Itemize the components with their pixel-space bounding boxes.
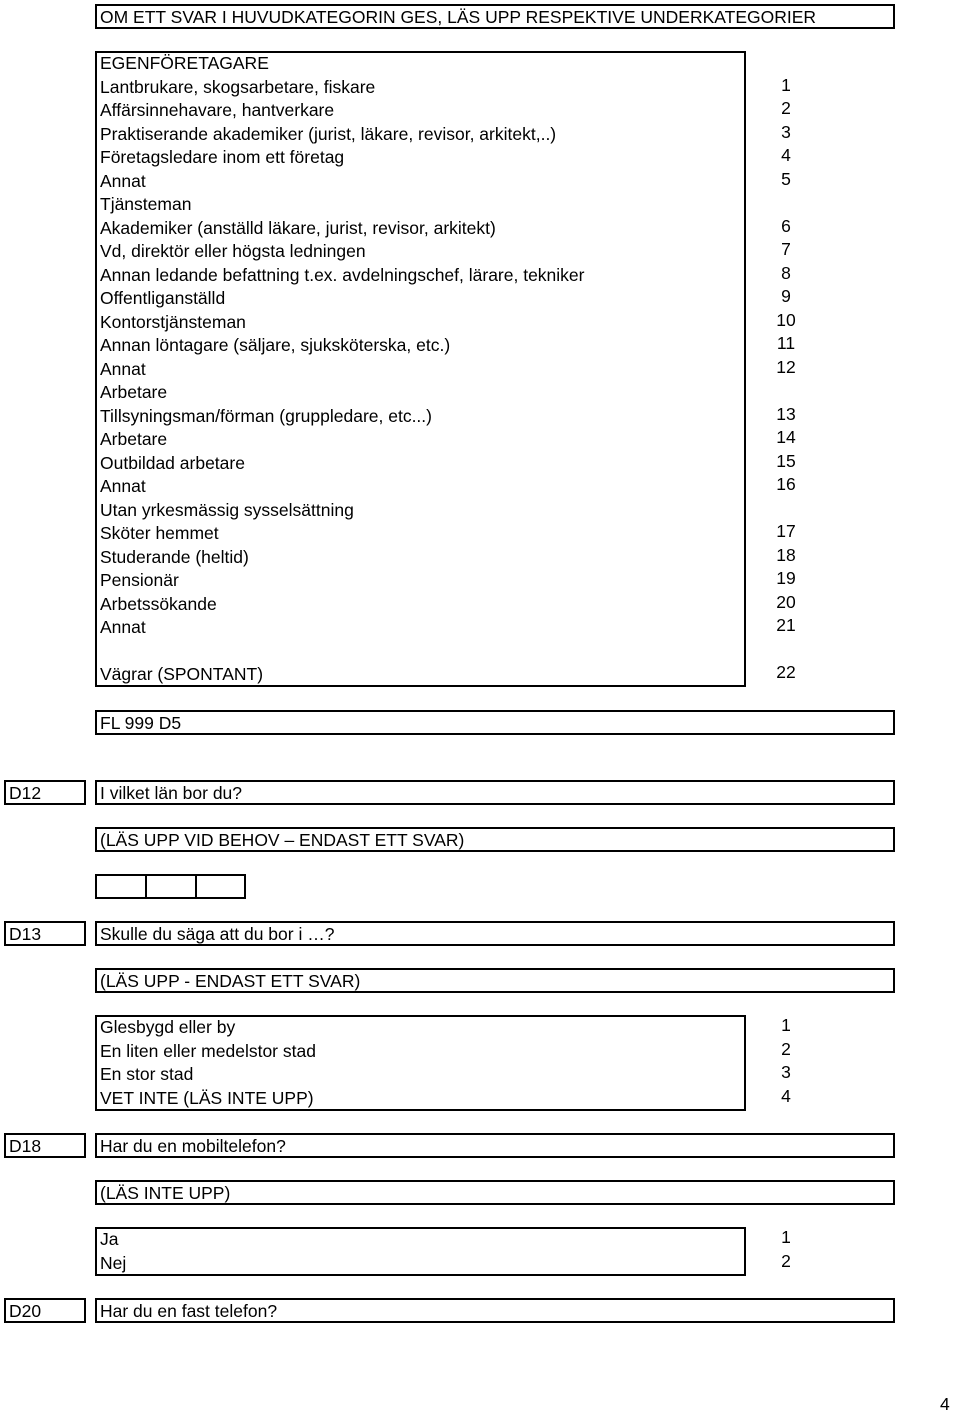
question-id-d13: D13 [4,921,86,946]
option-code[interactable]: 5 [781,168,791,189]
option-label: Arbetare [100,429,168,449]
filter-instruction: FL 999 D5 [95,710,895,735]
option-code[interactable]: 9 [781,286,791,306]
question-id-d12: D12 [4,780,86,805]
option-code[interactable]: 4 [781,1085,791,1106]
option-label: En stor stad [100,1064,194,1084]
option-label: Vd, direktör eller högsta ledningen [100,241,366,261]
option-code[interactable]: 18 [776,544,796,565]
option-label: Outbildad arbetare [100,452,245,473]
option-label: Praktiserande akademiker (jurist, läkare, revisor, arkitekt,..) [100,123,557,144]
question-text-d20: Har du en fast telefon? [95,1298,895,1323]
question-id-d20: D20 [4,1298,86,1323]
option-code[interactable]: 2 [781,1250,791,1271]
option-label: Tillsyningsman/förman (gruppledare, etc...) [100,405,432,426]
option-label: Annat [100,170,146,191]
header-instruction: OM ETT SVAR I HUVUDKATEGORIN GES, LÄS UPP RESPEKTIVE UNDERKATEGORIER [95,4,895,29]
question-text-d18: Har du en mobiltelefon? [95,1133,895,1158]
option-code[interactable]: 15 [776,450,796,471]
option-label: Pensionär [100,570,179,590]
option-label: Annan ledande befattning t.ex. avdelningschef, lärare, tekniker [100,264,585,285]
option-code[interactable]: 10 [776,309,796,330]
option-label: Affärsinnehavare, hantverkare [100,100,335,120]
option-label: Sköter hemmet [100,523,219,543]
option-label: Kontorstjänsteman [100,311,246,332]
d18-options-list [95,1227,746,1276]
d18-codes-column [749,1227,829,1276]
option-code[interactable]: 14 [776,427,796,447]
option-code[interactable]: 12 [776,356,796,377]
instruction-d13: (LÄS UPP - ENDAST ETT SVAR) [95,968,895,993]
option-code[interactable]: 20 [776,591,796,612]
option-label: Akademiker (anställd läkare, jurist, revisor, arkitekt) [100,217,496,238]
option-code[interactable]: 3 [781,121,791,142]
option-code[interactable]: 22 [776,662,796,682]
county-code-digit-1[interactable] [95,874,147,899]
option-code[interactable]: 3 [781,1062,791,1082]
instruction-d18: (LÄS INTE UPP) [95,1180,895,1205]
d13-options-list [95,1015,746,1111]
option-code[interactable]: 7 [781,239,791,259]
county-code-digit-2[interactable] [145,874,197,899]
option-label: Annan löntagare (säljare, sjuksköterska, etc.) [100,335,451,355]
option-code[interactable]: 1 [781,1015,791,1035]
option-code[interactable]: 1 [781,1227,791,1247]
option-label: Offentliganställd [100,288,226,308]
option-code[interactable]: 13 [776,403,796,424]
question-text-d13: Skulle du säga att du bor i …? [95,921,895,946]
option-label: EGENFÖRETAGARE [100,53,269,73]
option-label: Företagsledare inom ett företag [100,147,345,167]
option-label: Vägrar (SPONTANT) [100,664,264,684]
option-code[interactable]: 4 [781,145,791,165]
option-code[interactable]: 11 [776,333,796,353]
option-code[interactable]: 2 [781,98,791,118]
d13-codes-column [749,1015,829,1111]
option-code[interactable]: 6 [781,215,791,236]
option-code[interactable]: 1 [781,74,791,95]
option-label: Arbetssökande [100,593,217,614]
option-label: VET INTE (LÄS INTE UPP) [100,1087,314,1108]
page-number: 4 [940,1394,950,1414]
option-label: Annat [100,476,146,496]
occupation-options-list [95,51,746,687]
occupation-codes-column [749,51,829,687]
option-label: Lantbrukare, skogsarbetare, fiskare [100,76,376,97]
option-label: Ja [100,1229,119,1249]
option-label: Utan yrkesmässig sysselsättning [100,499,354,520]
option-code[interactable]: 8 [781,262,791,283]
option-label: Annat [100,358,146,379]
option-code[interactable]: 17 [776,521,796,541]
option-code[interactable]: 16 [776,474,796,494]
county-code-input[interactable] [95,874,246,899]
option-label: Glesbygd eller by [100,1017,236,1037]
option-code[interactable]: 19 [776,568,796,588]
county-code-digit-3[interactable] [195,874,246,899]
option-label: Annat [100,617,146,637]
option-label: Tjänsteman [100,194,192,214]
option-label: Studerande (heltid) [100,546,249,567]
option-code[interactable]: 2 [781,1038,791,1059]
question-text-d12: I vilket län bor du? [95,780,895,805]
option-code[interactable]: 21 [776,615,796,635]
option-label: En liten eller medelstor stad [100,1040,316,1061]
option-label: Arbetare [100,382,168,402]
instruction-d12: (LÄS UPP VID BEHOV – ENDAST ETT SVAR) [95,827,895,852]
question-id-d18: D18 [4,1133,86,1158]
option-label: Nej [100,1252,127,1273]
